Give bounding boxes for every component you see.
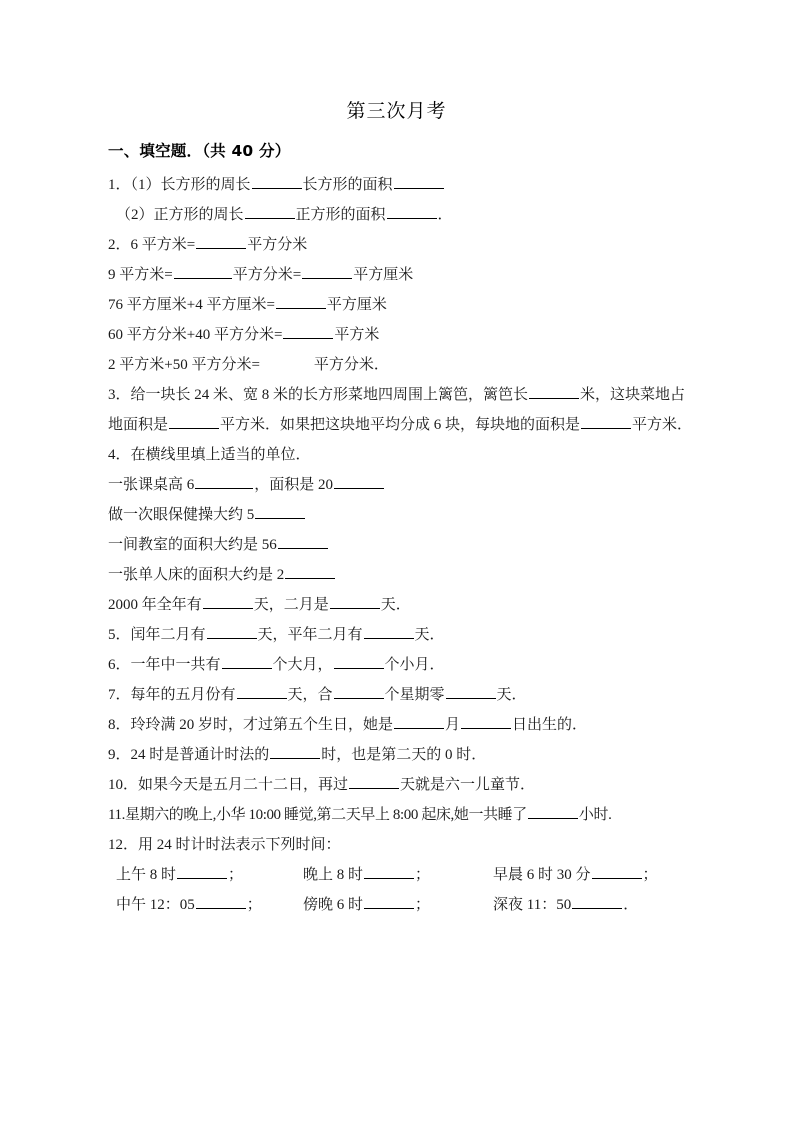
q2-l2-middle: 平方分米= (232, 267, 302, 283)
question-12-row-2 (108, 890, 698, 920)
q2-l5-suffix: 平方分米． (313, 357, 389, 373)
q12-r1-c1 (116, 860, 243, 890)
q12-r2-c1 (116, 890, 262, 920)
q2-l3-suffix: 平方厘米 (326, 297, 387, 313)
question-2-line-4 (108, 320, 698, 350)
q2-l4-prefix: 60 平方分米+40 平方分米= (108, 327, 283, 343)
question-11 (108, 800, 698, 830)
question-8 (108, 710, 698, 740)
blank-q2-5[interactable] (283, 323, 333, 339)
q3-part4: 平方米． (632, 417, 693, 433)
q7-suffix: 天． (496, 687, 527, 703)
q4-l5-suffix: 天． (380, 597, 411, 613)
blank-q3-2[interactable] (169, 413, 219, 429)
q8-suffix: 日出生的． (512, 717, 588, 733)
q3-part1: 3．给一块长 24 米、宽 8 米的长方形菜地四周围上篱笆，篱笆长 (108, 387, 529, 403)
blank-q8-2[interactable] (461, 713, 511, 729)
q12-r2-c2 (303, 890, 430, 920)
question-7 (108, 680, 698, 710)
q2-l1-suffix: 平方分米 (247, 237, 308, 253)
q2-l5-prefix: 2 平方米+50 平方分米= (108, 357, 260, 373)
blank-q4-4[interactable] (278, 533, 328, 549)
blank-q11-1[interactable] (528, 803, 578, 819)
blank-q4-3[interactable] (255, 503, 305, 519)
q8-middle: 月 (445, 717, 461, 733)
q2-l3-prefix: 76 平方厘米+4 平方厘米= (108, 297, 275, 313)
q4-l2-prefix: 做一次眼保健操大约 5 (108, 507, 255, 523)
page-title: 第三次月考 (346, 100, 447, 122)
blank-q4-5[interactable] (285, 563, 335, 579)
blank-q10-1[interactable] (349, 773, 399, 789)
question-4-line-5 (108, 590, 698, 620)
q12-r2c1-suffix: ； (246, 897, 262, 913)
exam-body (108, 139, 698, 920)
blank-q12-5[interactable] (364, 893, 414, 909)
question-12-row-1 (108, 860, 698, 890)
q2-l4-suffix: 平方米 (334, 327, 380, 343)
q12-r1-c2 (303, 860, 430, 890)
blank-q9-1[interactable] (270, 743, 320, 759)
q12-r1c3-prefix: 早晨 6 时 30 分 (493, 867, 591, 883)
blank-q12-3[interactable] (592, 863, 642, 879)
blank-q5-1[interactable] (207, 623, 257, 639)
blank-q1-3[interactable] (245, 203, 295, 219)
q3-part3: 平方米．如果把这块地平均分成 6 块，每块地的面积是 (220, 417, 581, 433)
blank-q1-4[interactable] (387, 203, 437, 219)
q7-prefix: 7．每年的五月份有 (108, 687, 236, 703)
q12-r2c2-suffix: ； (415, 897, 431, 913)
blank-q5-2[interactable] (364, 623, 414, 639)
question-2-line-3 (108, 290, 698, 320)
blank-q12-1[interactable] (177, 863, 227, 879)
question-3 (108, 380, 698, 440)
question-9 (108, 740, 698, 770)
blank-q3-3[interactable] (581, 413, 631, 429)
q7-middle-2: 个星期零 (384, 687, 445, 703)
blank-q8-1[interactable] (394, 713, 444, 729)
q4-l5-prefix: 2000 年全年有 (108, 597, 202, 613)
q12-r1c1-prefix: 上午 8 时 (116, 867, 177, 883)
question-4-line-3 (108, 530, 698, 560)
q5-middle: 天，平年二月有 (257, 627, 363, 643)
question-2-line-2 (108, 260, 698, 290)
question-1-line-1 (108, 170, 698, 200)
blank-q12-2[interactable] (364, 863, 414, 879)
blank-q2-2[interactable] (174, 263, 232, 279)
q12-r1c2-suffix: ； (415, 867, 431, 883)
question-4-line-4 (108, 560, 698, 590)
blank-q3-1[interactable] (529, 383, 579, 399)
blank-q4-6[interactable] (203, 593, 253, 609)
question-1-line-2 (108, 200, 698, 230)
q12-head: 12．用 24 时计时法表示下列时间： (108, 837, 341, 853)
q5-prefix: 5．闰年二月有 (108, 627, 206, 643)
blank-q1-2[interactable] (394, 173, 444, 189)
q12-r2c3-suffix: ． (623, 897, 639, 913)
q12-r2c3-prefix: 深夜 11：50 (493, 897, 572, 913)
q4-l1-middle: ，面积是 20 (254, 477, 334, 493)
q12-r2-c3 (493, 890, 638, 920)
q11-suffix: 小时. (578, 807, 612, 823)
section-heading-fill-in-blanks: 一、填空题．（共 40 分） (108, 142, 291, 160)
q1-sub2-middle: 正方形的面积 (295, 207, 386, 223)
q4-l1-prefix: 一张课桌高 6 (108, 477, 195, 493)
q7-middle-1: 天，合 (287, 687, 333, 703)
blank-q4-7[interactable] (330, 593, 380, 609)
q2-l2-prefix: 9 平方米= (108, 267, 173, 283)
q1-sub2-end: ． (437, 207, 453, 223)
blank-q7-1[interactable] (237, 683, 287, 699)
q1-sub2-prefix: （2）正方形的周长 (116, 207, 244, 223)
blank-q6-1[interactable] (222, 653, 272, 669)
q11-prefix: 11.星期六的晚上,小华 10:00 睡觉,第二天早上 8:00 起床,她一共睡了 (108, 807, 527, 823)
blank-q12-6[interactable] (572, 893, 622, 909)
blank-q2-1[interactable] (196, 233, 246, 249)
q10-prefix: 10．如果今天是五月二十二日，再过 (108, 777, 349, 793)
q6-suffix: 个小月． (384, 657, 445, 673)
blank-q12-4[interactable] (196, 893, 246, 909)
q3-part2: 米，这块菜地占地面积是 (108, 387, 686, 433)
q12-r1c1-suffix: ； (228, 867, 244, 883)
q4-l5-middle: 天，二月是 (253, 597, 329, 613)
q6-middle: 个大月， (272, 657, 333, 673)
question-4-heading (108, 440, 698, 470)
q12-r1-c3 (493, 860, 658, 890)
q1-sub1-prefix: 1．（1）长方形的周长 (108, 177, 251, 193)
blank-q2-4[interactable] (276, 293, 326, 309)
blank-q4-1[interactable] (195, 473, 253, 489)
q12-r2c2-prefix: 傍晚 6 时 (303, 897, 364, 913)
blank-q2-3[interactable] (302, 263, 352, 279)
question-2-line-1 (108, 230, 698, 260)
q12-r1c3-suffix: ； (642, 867, 658, 883)
blank-q2-6[interactable] (261, 354, 313, 369)
question-2-line-5 (108, 350, 698, 380)
question-6 (108, 650, 698, 680)
blank-q7-3[interactable] (446, 683, 496, 699)
q6-prefix: 6．一年中一共有 (108, 657, 221, 673)
q10-suffix: 天就是六一儿童节． (400, 777, 536, 793)
question-4-line-1 (108, 470, 698, 500)
q9-prefix: 9．24 时是普通计时法的 (108, 747, 270, 763)
q4-l3-prefix: 一间教室的面积大约是 56 (108, 537, 277, 553)
question-5 (108, 620, 698, 650)
q12-r1c2-prefix: 晚上 8 时 (303, 867, 364, 883)
q12-r2c1-prefix: 中午 12：05 (116, 897, 195, 913)
blank-q6-2[interactable] (334, 653, 384, 669)
blank-q7-2[interactable] (334, 683, 384, 699)
q8-prefix: 8．玲玲满 20 岁时，才过第五个生日，她是 (108, 717, 394, 733)
q2-l2-suffix: 平方厘米 (353, 267, 414, 283)
q5-suffix: 天． (414, 627, 445, 643)
question-12-heading (108, 830, 698, 860)
blank-q4-2[interactable] (334, 473, 384, 489)
q4-head: 4．在横线里填上适当的单位． (108, 447, 311, 463)
blank-q1-1[interactable] (252, 173, 302, 189)
q2-l1-prefix: 2．6 平方米= (108, 237, 196, 253)
question-10 (108, 770, 698, 800)
q4-l4-prefix: 一张单人床的面积大约是 2 (108, 567, 285, 583)
q1-sub1-middle: 长方形的面积 (302, 177, 393, 193)
q9-suffix: 时，也是第二天的 0 时． (321, 747, 487, 763)
question-4-line-2 (108, 500, 698, 530)
